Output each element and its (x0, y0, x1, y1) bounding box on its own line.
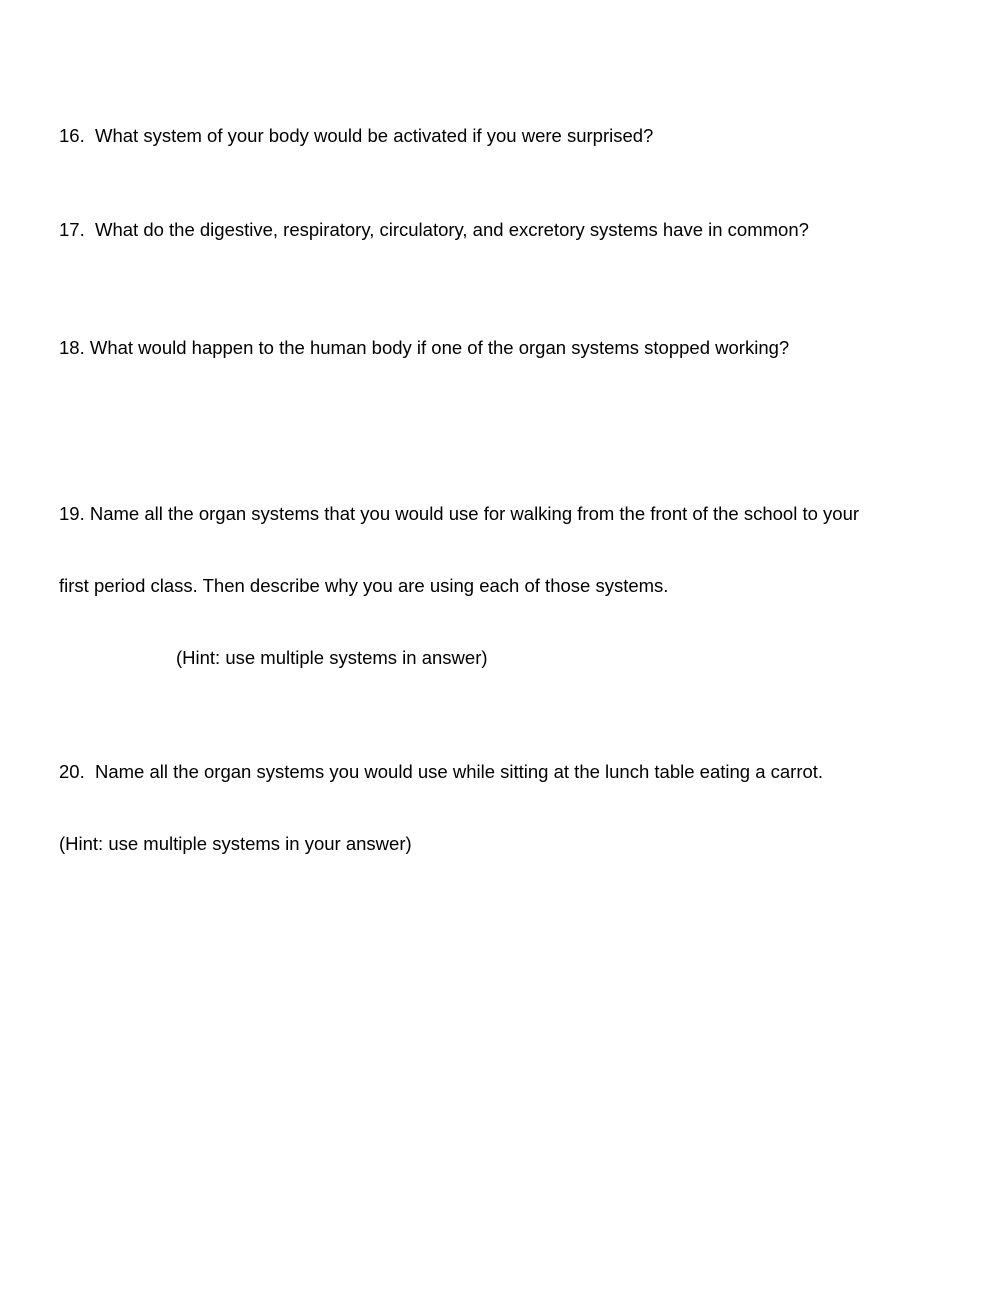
question-number: 19. (59, 503, 85, 524)
question-17 (59, 218, 939, 242)
question-20 (59, 712, 939, 904)
question-20-hint: (Hint: use multiple systems in your answer) (59, 833, 412, 854)
question-text: Name all the organ systems you would use while sitting at the lunch table eating a carrot. (84, 761, 824, 782)
question-number: 18. (59, 337, 85, 358)
question-16 (59, 124, 939, 148)
question-19-line-2: first period class. Then describe why you are using each of those systems. (59, 575, 669, 596)
question-19-hint: (Hint: use multiple systems in answer) (176, 647, 488, 668)
question-20-line-1 (59, 760, 939, 784)
question-number: 17. (59, 219, 85, 240)
question-number: 20. (59, 761, 85, 782)
question-18 (59, 336, 939, 360)
question-text: What do the digestive, respiratory, circulatory, and excretory systems have in common? (84, 219, 809, 240)
question-19 (59, 454, 939, 718)
question-text: What would happen to the human body if one of the organ systems stopped working? (84, 337, 790, 358)
question-19-line-1 (59, 502, 939, 526)
question-text: What system of your body would be activated if you were surprised? (84, 125, 654, 146)
question-number: 16. (59, 125, 85, 146)
question-text: Name all the organ systems that you would use for walking from the front of the school to your (84, 503, 860, 524)
